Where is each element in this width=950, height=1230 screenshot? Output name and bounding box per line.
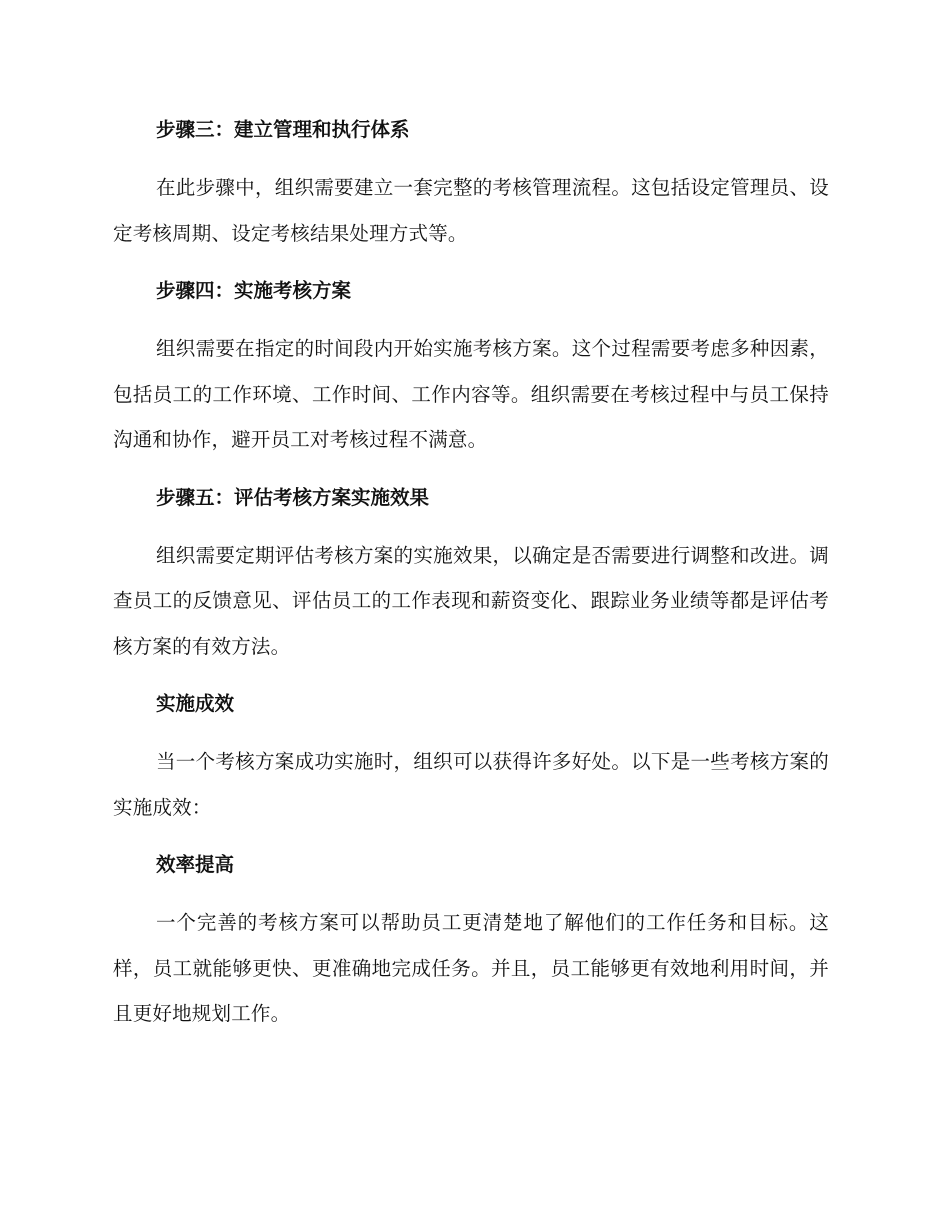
section-paragraph-step-5: 组织需要定期评估考核方案的实施效果，以确定是否需要进行调整和改进。调查员工的反馈意见、评估员工的工作表现和薪资变化、跟踪业务业绩等都是评估考核方案的有效方法。 bbox=[113, 543, 829, 658]
document-body bbox=[113, 109, 829, 1037]
section-heading-step-3: 步骤三：建立管理和执行体系 bbox=[156, 118, 410, 141]
section-paragraph-step-3: 在此步骤中，组织需要建立一套完整的考核管理流程。这包括设定管理员、设定考核周期、设定考核结果处理方式等。 bbox=[113, 176, 829, 245]
section-heading-step-4: 步骤四：实施考核方案 bbox=[156, 279, 352, 302]
section-paragraph-step-4: 组织需要在指定的时间段内开始实施考核方案。这个过程需要考虑多种因素，包括员工的工作环境、工作时间、工作内容等。组织需要在考核过程中与员工保持沟通和协作，避开员工对考核过程不满意。 bbox=[113, 337, 829, 451]
section-paragraph-results: 当一个考核方案成功实施时，组织可以获得许多好处。以下是一些考核方案的实施成效： bbox=[113, 750, 829, 819]
section-paragraph-efficiency: 一个完善的考核方案可以帮助员工更清楚地了解他们的工作任务和目标。这样，员工就能够更快、更准确地完成任务。并且，员工能够更有效地利用时间，并且更好地规划工作。 bbox=[113, 911, 829, 1025]
section-heading-efficiency: 效率提高 bbox=[156, 853, 235, 876]
section-heading-results: 实施成效 bbox=[156, 692, 235, 715]
section-heading-step-5: 步骤五：评估考核方案实施效果 bbox=[156, 485, 430, 509]
